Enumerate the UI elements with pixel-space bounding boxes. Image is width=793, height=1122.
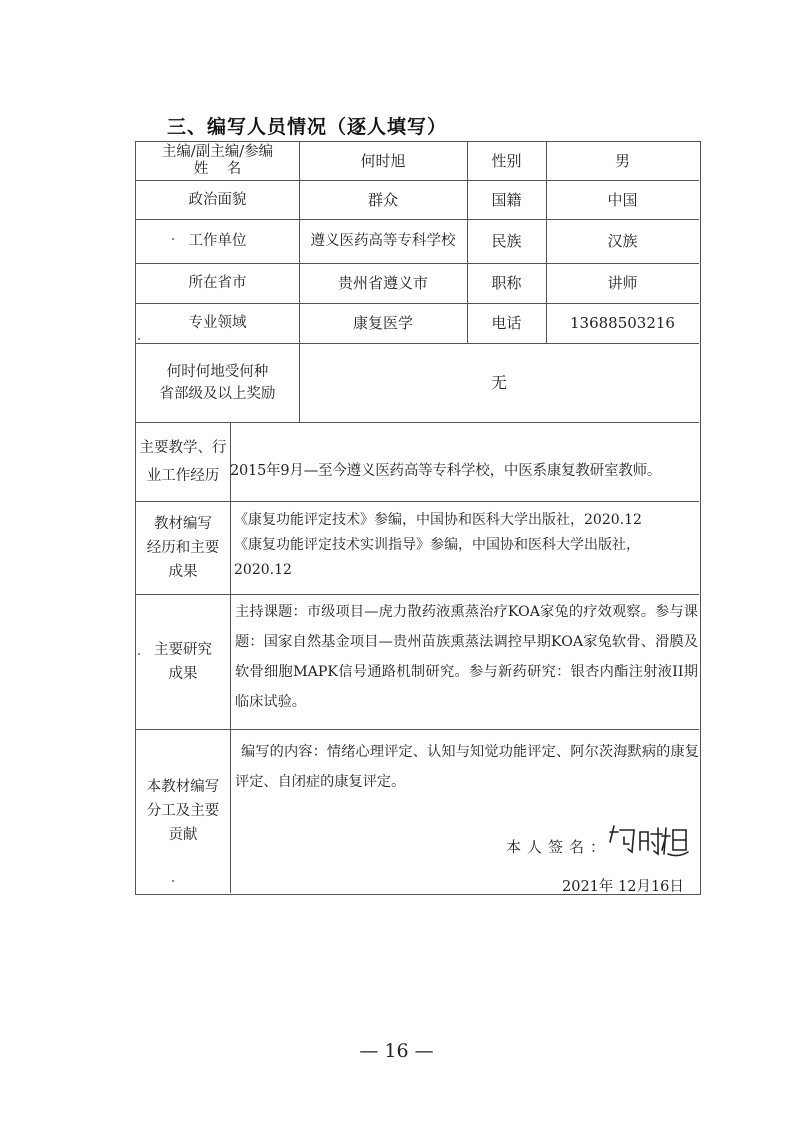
research-value: 主持课题：市级项目—虎力散药液熏蒸治疗KOA家兔的疗效观察。参与课题：国家自然基金项目—贵州苗族熏蒸法调控早期KOA家兔软骨、滑膜及软骨细胞MAPK信号通路机制研究。参与新药研究：银杏内酯注射液II期临床试验。 [235, 604, 698, 710]
experience-label-cell [136, 422, 230, 501]
experience-label-line2: 业工作经历 [146, 467, 220, 484]
name-label-line1: 主编/副主编/参编 [161, 144, 274, 160]
political-value: 群众 [367, 190, 398, 209]
handwritten-signature [606, 822, 691, 864]
gender-label: 性别 [491, 152, 522, 170]
textbook-label-line2: 经历和主要 [146, 539, 220, 556]
province-value: 贵州省遵义市 [337, 274, 428, 292]
name-label-cell [136, 142, 299, 180]
signature-date: 2021年 12月16日 [562, 879, 684, 895]
name-label-line2: 姓 名 [193, 161, 242, 177]
textbook-line: 《康复功能评定技术》参编，中国协和医科大学出版社，2020.12 [234, 512, 642, 528]
research-label-cell [136, 594, 230, 729]
field-value: 康复医学 [352, 314, 413, 332]
gender-value: 男 [614, 152, 630, 170]
contribution-label-line1: 本教材编写 [146, 779, 220, 795]
section-title: 三、编写人员情况（逐人填写） [167, 116, 448, 138]
research-label-line2: 成果 [168, 665, 198, 682]
contribution-label-cell [136, 729, 230, 893]
personnel-form-table [135, 141, 701, 895]
page-number: — 16 — [359, 1040, 434, 1062]
textbook-label-line1: 教材编写 [154, 515, 212, 532]
textbook-line: 2020.12 [234, 562, 292, 578]
work-label: 工作单位 [188, 233, 247, 249]
award-label-cell [136, 343, 299, 422]
ethnic-label: 民族 [491, 232, 522, 250]
textbook-value [234, 508, 696, 583]
signature-label: 本人签名： [506, 838, 612, 856]
textbook-label-cell [136, 501, 230, 594]
ethnic-value: 汉族 [607, 232, 638, 250]
scan-speck [138, 338, 140, 340]
experience-label-line1: 主要教学、行 [139, 439, 227, 456]
award-label-line2: 省部级及以上奖励 [159, 385, 276, 402]
research-label-line1: 主要研究 [154, 641, 212, 658]
nationality-label: 国籍 [491, 190, 522, 209]
province-label: 所在省市 [188, 275, 247, 291]
contribution-value: 编写的内容：情绪心理评定、认知与知觉功能评定、阿尔茨海默病的康复评定、自闭症的康复评定。 [235, 744, 699, 790]
award-value: 无 [490, 372, 507, 392]
scan-speck [138, 653, 140, 655]
award-label-line1: 何时何地受何种 [166, 363, 269, 380]
column-divider [230, 422, 231, 893]
experience-value: 2015年9月—至今遵义医药高等专科学校，中医系康复教研室教师。 [230, 463, 662, 479]
name-value: 何时旭 [360, 152, 406, 170]
scan-speck [172, 238, 174, 240]
political-label: 政治面貌 [188, 191, 247, 208]
textbook-label-line3: 成果 [168, 563, 198, 580]
work-value: 遵义医药高等专科学校 [310, 233, 456, 249]
nationality-value: 中国 [607, 190, 638, 209]
contribution-label-line2: 分工及主要 [146, 803, 220, 819]
phone-label: 电话 [491, 314, 522, 332]
textbook-line: 《康复功能评定技术实训指导》参编，中国协和医科大学出版社， [234, 537, 640, 553]
field-label: 专业领域 [188, 315, 247, 331]
contribution-label-line3: 贡献 [168, 827, 198, 843]
title-value: 讲师 [607, 274, 638, 292]
title-label: 职称 [491, 274, 522, 292]
scan-speck [172, 880, 174, 882]
phone-value: 13688503216 [570, 314, 675, 332]
